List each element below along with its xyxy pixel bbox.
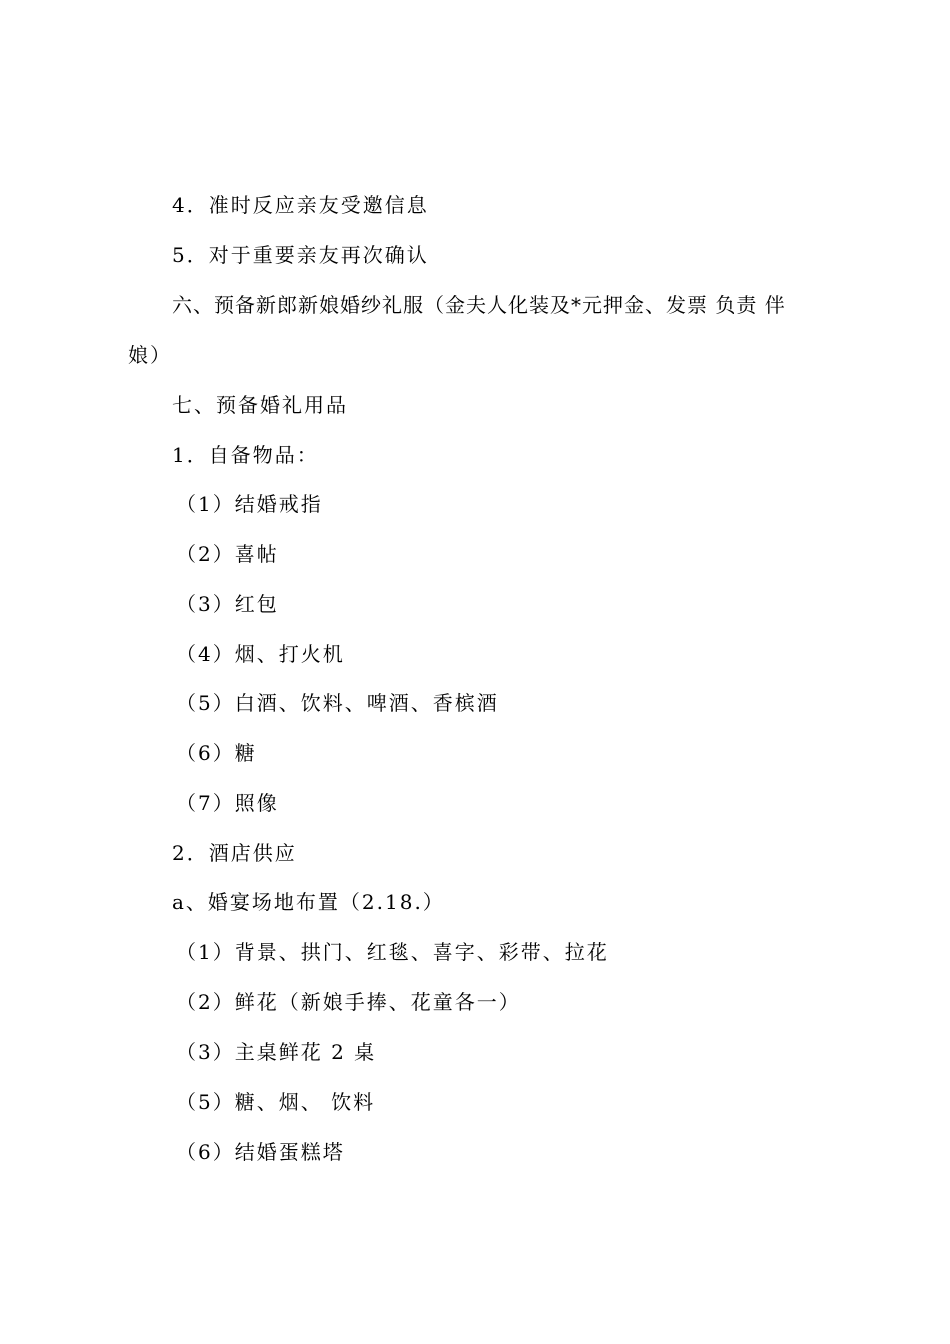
list-item: （4）烟、打火机 [176, 642, 345, 666]
list-item: （6）结婚蛋糕塔 [176, 1140, 345, 1164]
subsection-heading: 2．酒店供应 [172, 841, 297, 865]
list-item: 5．对于重要亲友再次确认 [172, 243, 429, 267]
list-item: （3）红包 [176, 592, 279, 616]
list-item: （1）背景、拱门、红毯、喜字、彩带、拉花 [176, 940, 609, 964]
list-item: （2）喜帖 [176, 542, 279, 566]
list-item: （7）照像 [176, 791, 279, 815]
list-item: （6）糖 [176, 741, 257, 765]
list-item: 4．准时反应亲友受邀信息 [172, 193, 429, 217]
section-heading: 六、预备新郎新娘婚纱礼服（金夫人化装及*元押金、发票 负责 伴 [172, 293, 786, 317]
list-item: （2）鲜花（新娘手捧、花童各一） [176, 990, 521, 1014]
section-heading: 七、预备婚礼用品 [172, 393, 348, 417]
list-item: （1）结婚戒指 [176, 492, 323, 516]
subsection-heading: a、婚宴场地布置（2.18.） [172, 890, 445, 914]
list-item: （3）主桌鲜花 2 桌 [176, 1040, 377, 1064]
list-item: （5）糖、烟、 饮料 [176, 1090, 376, 1114]
list-item: （5）白酒、饮料、啤酒、香槟酒 [176, 691, 499, 715]
section-heading-continuation: 娘） [128, 343, 172, 367]
subsection-heading: 1．自备物品： [172, 443, 319, 467]
